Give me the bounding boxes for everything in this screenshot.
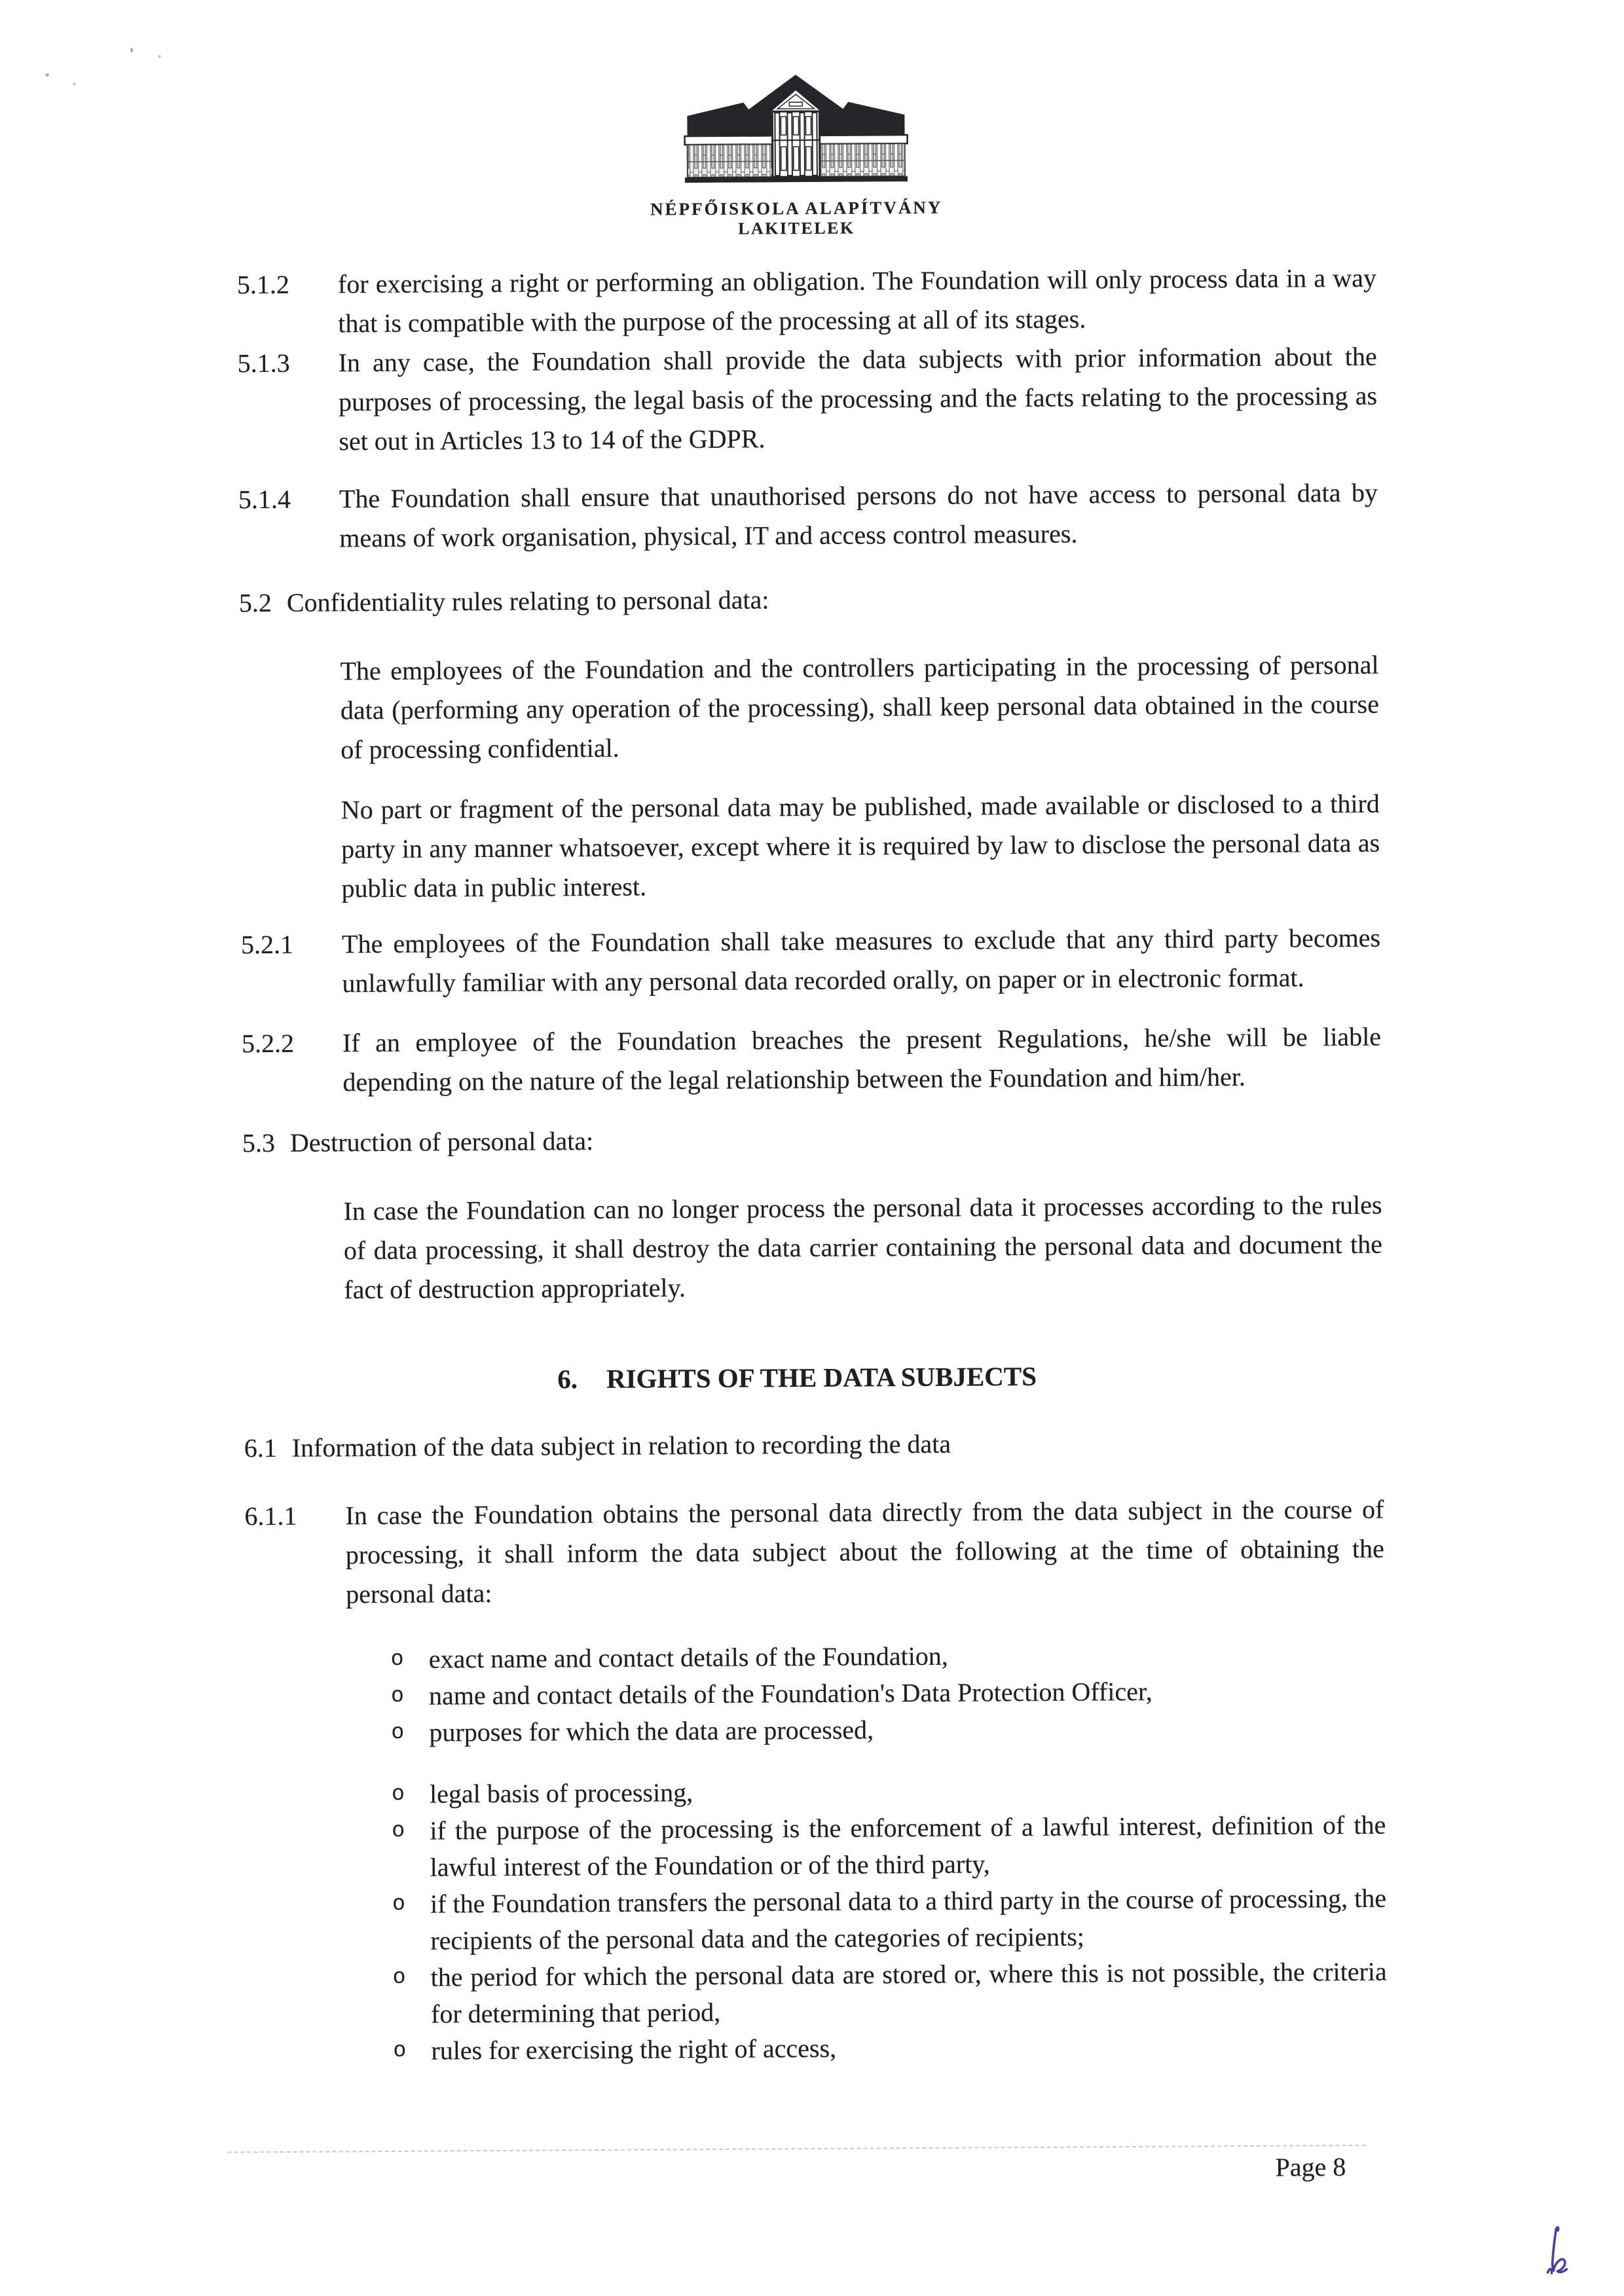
logo-caption-line1: NÉPFŐISKOLA ALAPÍTVÁNY (650, 197, 943, 219)
clause-text: The employees of the Foundation shall take measures to exclude that any third party becomes unlawfully familiar with any personal data recorded orally, on paper or in electronic format. (341, 922, 1381, 998)
paragraph-destruction: In case the Foundation can no longer process the personal data it processes according to the rules of data processing, it shall destroy the data carrier containing the personal data and document the fact of destruction appropriately. (343, 1190, 1383, 1305)
bullet-marker: o (392, 1965, 406, 1990)
list-item-text: rules for exercising the right of access, (431, 2033, 837, 2066)
list-item-text: exact name and contact details of the Foundation, (428, 1641, 948, 1674)
clause-number: 5.1.3 (237, 348, 290, 378)
list-item (393, 2027, 1387, 2069)
list-item-text: if the purpose of the processing is the enforcement of a lawful interest, definition of the lawful interest of the Foundation or of the third party, (430, 1810, 1386, 1882)
page-content (235, 0, 1387, 2070)
clause-6-1-1 (244, 1490, 1384, 1615)
list-item-text: the period for which the personal data are stored or, where this is not possible, the criteria for determining that period, (430, 1956, 1387, 2029)
bullet-marker: o (391, 1781, 405, 1806)
bullet-marker: o (393, 2038, 407, 2063)
list-item (392, 1807, 1386, 1886)
list-item (392, 1770, 1386, 1813)
paragraph-confidentiality-2: No part or fragment of the personal data may be published, made available or disclosed to a third party in any manner whatsoever, except where it is required by law to disclose the personal data as public data in public interest. (341, 788, 1380, 903)
clause-number: 6.1.1 (244, 1501, 297, 1531)
logo-caption-line2: LAKITELEK (738, 218, 855, 238)
list-item-text: legal basis of processing, (429, 1777, 693, 1809)
clause-number: 5.2.1 (240, 929, 294, 960)
list-item (392, 1880, 1387, 1959)
bullet-marker: o (392, 1818, 405, 1843)
handwritten-initial (1540, 2224, 1572, 2278)
clause-5-2-2 (242, 1017, 1382, 1103)
list-item (391, 1635, 1385, 1678)
section-title: Information of the data subject in relation to recording the data (291, 1429, 951, 1463)
section-title: Destruction of personal data: (289, 1126, 594, 1157)
clause-text: If an employee of the Foundation breaches the present Regulations, he/she will be liable depending on the nature of the legal relationship between the Foundation and him/her. (342, 1021, 1382, 1097)
section-number: 6. (557, 1364, 578, 1394)
section-heading-6 (227, 1355, 1367, 1401)
clause-5-1-2 (237, 259, 1377, 344)
scan-speck (45, 73, 49, 77)
section-heading-5-3 (242, 1117, 1382, 1163)
section-title: RIGHTS OF THE DATA SUBJECTS (606, 1360, 1037, 1394)
list-item (391, 1672, 1385, 1715)
clause-5-1-3 (237, 337, 1377, 462)
list-item-text: purposes for which the data are processed, (429, 1715, 874, 1747)
foundation-building-logo (680, 73, 912, 187)
section-number: 5.2 (238, 588, 272, 618)
scan-speck (73, 82, 76, 86)
clause-text: for exercising a right or performing an obligation. The Foundation will only process data in a way that is compatible with the purpose of the processing at all of its stages. (337, 263, 1377, 338)
clause-text: In any case, the Foundation shall provide the data subjects with prior information about the purposes of processing, the legal basis of the processing and the facts relating to the processing as set out in Articles 13 to 14 of the GDPR. (338, 341, 1378, 456)
clause-5-2-1 (241, 919, 1381, 1004)
list-item (393, 1954, 1388, 2033)
section-number: 6.1 (244, 1433, 277, 1463)
clause-number: 5.2.2 (241, 1028, 295, 1059)
clause-text: The Foundation shall ensure that unauthorised persons do not have access to personal data by means of work organisation, physical, IT and access control measures. (339, 477, 1378, 553)
clause-number: 5.1.2 (236, 269, 290, 300)
bullet-group-1 (246, 1635, 1386, 1753)
scan-speck (158, 55, 161, 58)
list-item-text: name and contact details of the Foundation's Data Protection Officer, (428, 1676, 1153, 1711)
page-number: Page 8 (1275, 2152, 1346, 2182)
section-heading-6-1 (244, 1422, 1384, 1468)
bullet-marker: o (390, 1647, 404, 1671)
bullet-marker: o (390, 1683, 405, 1708)
clause-number: 5.1.4 (238, 484, 291, 515)
scan-artifact-line (227, 2145, 1365, 2153)
clause-text: In case the Foundation obtains the personal data directly from the data subject in the course of processing, it shall inform the data subject about the following at the time of obtaining the personal data: (345, 1494, 1384, 1609)
bullet-marker: o (392, 1891, 405, 1916)
foundation-logo (226, 70, 1367, 242)
bullet-group-2 (246, 1770, 1388, 2071)
paragraph-confidentiality-1: The employees of the Foundation and the controllers participating in the processing of personal data (performing any operation of the processing), shall keep personal data obtained in the course of processing confidential. (340, 649, 1380, 765)
scan-speck (130, 48, 133, 52)
bullet-marker: o (391, 1720, 405, 1745)
section-title: Confidentiality rules relating to personal data: (286, 585, 769, 617)
clause-5-1-4 (238, 473, 1378, 559)
section-number: 5.3 (242, 1128, 276, 1158)
list-item (391, 1709, 1385, 1751)
list-item-text: if the Foundation transfers the personal data to a third party in the course of processing, the recipients of the personal data and the categories of recipients; (430, 1883, 1387, 1956)
section-heading-5-2 (239, 577, 1378, 623)
